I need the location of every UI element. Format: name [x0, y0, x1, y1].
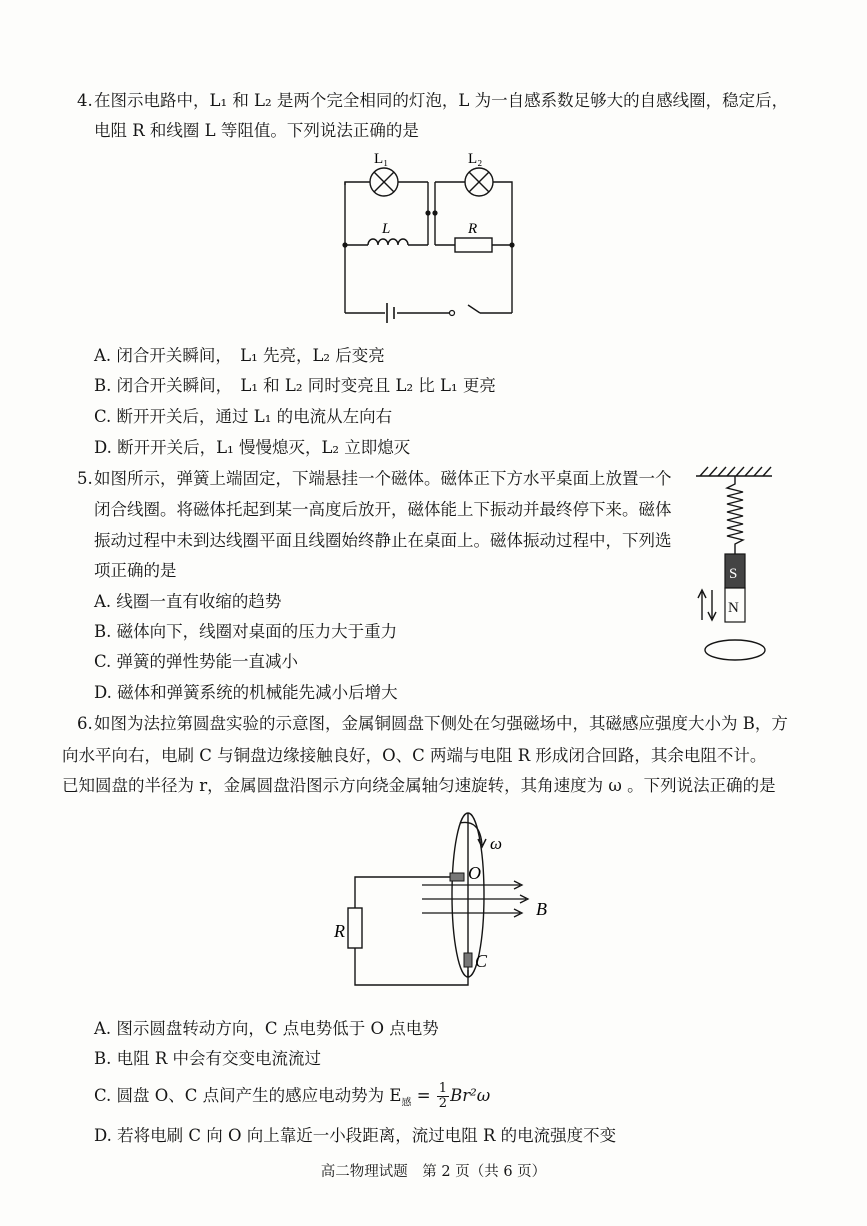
- q6-option-c-tail: Br²ω: [450, 1086, 491, 1105]
- q4-circuit-diagram: [330, 145, 530, 325]
- label-resistor: R: [468, 221, 478, 237]
- label-c: C: [475, 951, 488, 971]
- q6-option-c-equals: =: [411, 1086, 436, 1105]
- q4-number: 4.: [77, 91, 93, 110]
- label-omega: ω: [490, 834, 503, 853]
- lamp-l2-icon: [465, 168, 493, 196]
- q6-number: 6.: [77, 714, 93, 733]
- q5-magnet-spring-diagram: [692, 462, 782, 662]
- inductor-coil-icon: [368, 239, 408, 245]
- q5-option-c: C. 弹簧的弹性势能一直减小: [94, 652, 299, 671]
- q4-stem-line1: 在图示电路中，L₁ 和 L₂ 是两个完全相同的灯泡，L 为一自感系数足够大的自感线圈，稳定后，: [94, 91, 789, 110]
- q6-option-b: B. 电阻 R 中会有交变电流流过: [94, 1049, 322, 1068]
- label-n-pole: N: [728, 600, 739, 616]
- resistor-icon: [455, 238, 492, 252]
- fraction-numerator: 1: [438, 1081, 448, 1096]
- q5-option-d: D. 磁体和弹簧系统的机械能先减小后增大: [94, 683, 398, 702]
- q6-option-c-fraction: [437, 1082, 449, 1111]
- q4-stem-line2: 电阻 R 和线圈 L 等阻值。下列说法正确的是: [94, 121, 419, 140]
- label-l2: L₂: [468, 151, 483, 167]
- q5-stem-line3: 振动过程中未到达线圈平面且线圈始终静止在桌面上。磁体振动过程中，下列选: [94, 531, 672, 550]
- label-s-pole: S: [729, 566, 738, 582]
- q5-number: 5.: [77, 469, 93, 488]
- q6-stem-line2: 向水平向右，电刷 C 与铜盘边缘接触良好，O、C 两端与电阻 R 形成闭合回路，其余电阻不计。: [62, 746, 767, 765]
- q4-option-a: A. 闭合开关瞬间， L₁ 先亮，L₂ 后变亮: [94, 346, 385, 365]
- q4-option-b: B. 闭合开关瞬间， L₁ 和 L₂ 同时变亮且 L₂ 比 L₁ 更亮: [94, 376, 496, 395]
- q5-stem-line2: 闭合线圈。将磁体托起到某一高度后放开，磁体能上下振动并最终停下来。磁体: [94, 500, 672, 519]
- label-l1: L₁: [374, 151, 389, 167]
- label-o: O: [468, 863, 481, 883]
- label-r: R: [334, 921, 345, 941]
- q6-option-c-prefix: C. 圆盘 O、C 点间产生的感应电动势为 E: [94, 1086, 402, 1105]
- q5-option-a: A. 线圈一直有收缩的趋势: [94, 592, 282, 611]
- q6-stem-line1: 如图为法拉第圆盘实验的示意图，金属铜圆盘下侧处在匀强磁场中，其磁感应强度大小为 B，方: [94, 714, 788, 733]
- spring-icon: [727, 476, 743, 554]
- q6-option-a: A. 图示圆盘转动方向，C 点电势低于 O 点电势: [94, 1019, 439, 1038]
- brush-o-icon: [450, 873, 464, 881]
- q5-stem-line4: 项正确的是: [94, 561, 177, 580]
- q4-option-d: D. 断开开关后，L₁ 慢慢熄灭，L₂ 立即熄灭: [94, 438, 411, 457]
- battery-icon: [387, 303, 394, 323]
- q5-stem-line1: 如图所示，弹簧上端固定，下端悬挂一个磁体。磁体正下方水平桌面上放置一个: [94, 469, 672, 488]
- q6-option-d: D. 若将电刷 C 向 O 向上靠近一小段距离，流过电阻 R 的电流强度不变: [94, 1126, 617, 1145]
- label-b: B: [536, 899, 547, 919]
- lamp-l1-icon: [370, 168, 398, 196]
- q5-option-b: B. 磁体向下，线圈对桌面的压力大于重力: [94, 622, 398, 641]
- q6-stem-line3: 已知圆盘的半径为 r，金属圆盘沿图示方向绕金属轴匀速旋转，其角速度为 ω 。下列说法正确的是: [62, 776, 776, 795]
- page-footer: 高二物理试题 第 2 页（共 6 页）: [320, 1164, 547, 1180]
- brush-c-icon: [464, 953, 472, 967]
- q6-option-c: [94, 1082, 490, 1114]
- q6-faraday-disc-diagram: [330, 805, 570, 995]
- fraction-denominator: 2: [438, 1096, 448, 1111]
- q4-option-c: C. 断开开关后，通过 L₁ 的电流从左向右: [94, 407, 393, 426]
- q6-option-c-subscript: 感: [401, 1097, 412, 1109]
- resistor-r-icon: [348, 908, 362, 948]
- switch-icon: [450, 311, 455, 316]
- coil-ring-icon: [705, 640, 765, 660]
- label-coil: L: [382, 221, 391, 237]
